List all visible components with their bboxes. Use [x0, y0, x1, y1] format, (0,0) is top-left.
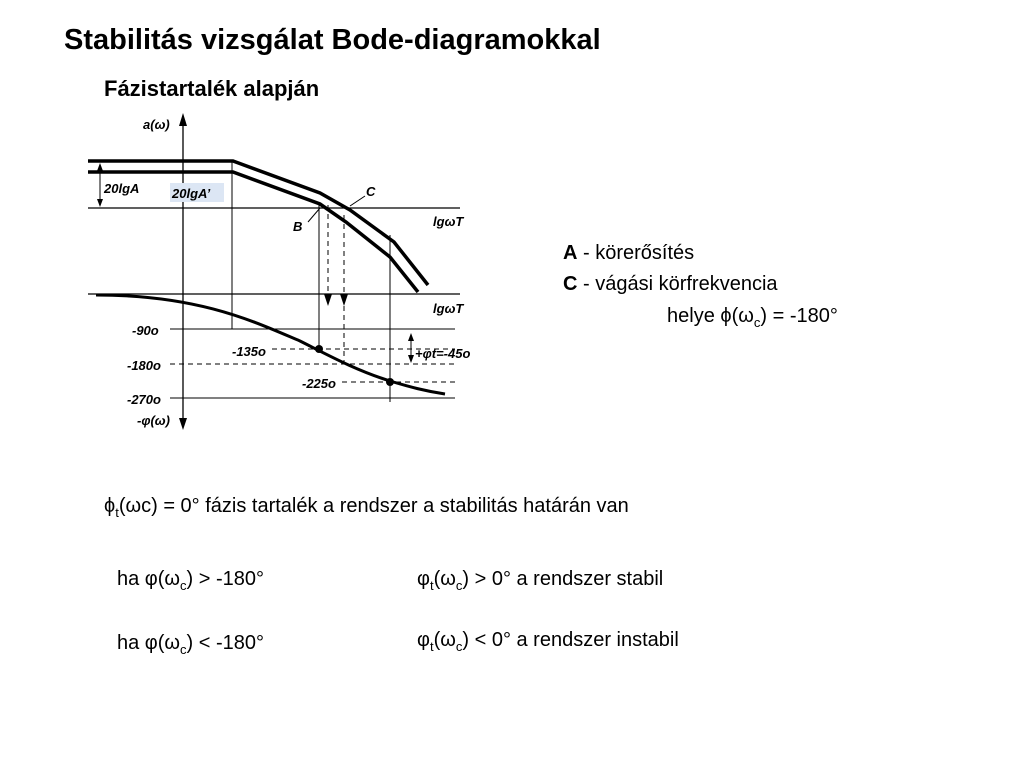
phase-margin-label: +φt=-45o: [415, 346, 471, 361]
tick-180-label: -180o: [127, 358, 161, 373]
point-225-dot: [386, 378, 394, 386]
tick-90-label: -90o: [132, 323, 159, 338]
condition-stable-if: ha $\varphi(\omega_c) > -180^\circ$: [117, 568, 265, 593]
stability-boundary-statement: $\phi_t(\omega c) = 0^\circ$ fázis tartalék a rendszer a stabilitás határán van: [104, 495, 629, 520]
page-title: Stabilitás vizsgálat Bode-diagramokkal: [64, 24, 601, 56]
point-b-pointer: [308, 208, 320, 222]
phase-axis-label: -φ(ω): [137, 413, 170, 428]
legend-c-line2: helye $\phi(\omega_c) = -180^\circ$: [667, 305, 838, 330]
amp-freq-axis-label: lgωT: [433, 214, 464, 229]
point-c-pointer: [350, 196, 365, 206]
phase-135-label: -135o: [232, 344, 266, 359]
point-135-dot: [315, 345, 323, 353]
amp-axis-label: a(ω): [143, 117, 170, 132]
condition-unstable-if: ha $\varphi(\omega_c) < -180^\circ$: [117, 632, 265, 657]
gain-a-prime-label: 20lgA’: [172, 186, 211, 201]
gain-a-label: 20lgA: [104, 181, 140, 196]
page-subtitle: Fázistartalék alapján: [104, 76, 320, 101]
axis-arrow-down: [179, 418, 187, 430]
phase-225-label: -225o: [302, 376, 336, 391]
axis-arrow-up: [179, 113, 187, 126]
condition-unstable-then: $\varphi_t(\omega_c) < 0^\circ$ a rendszer instabil: [417, 629, 679, 654]
phase-freq-axis-label: lgωT: [433, 301, 464, 316]
legend-a: A - körerősítés: [563, 242, 695, 264]
point-b-label: B: [293, 219, 303, 234]
condition-stable-then: $\varphi_t(\omega_c) > 0^\circ$ a rendszer stabil: [417, 568, 664, 593]
legend-c: C - vágási körfrekvencia: [563, 273, 778, 295]
tick-270-label: -270o: [127, 392, 161, 407]
point-c-label: C: [366, 184, 376, 199]
